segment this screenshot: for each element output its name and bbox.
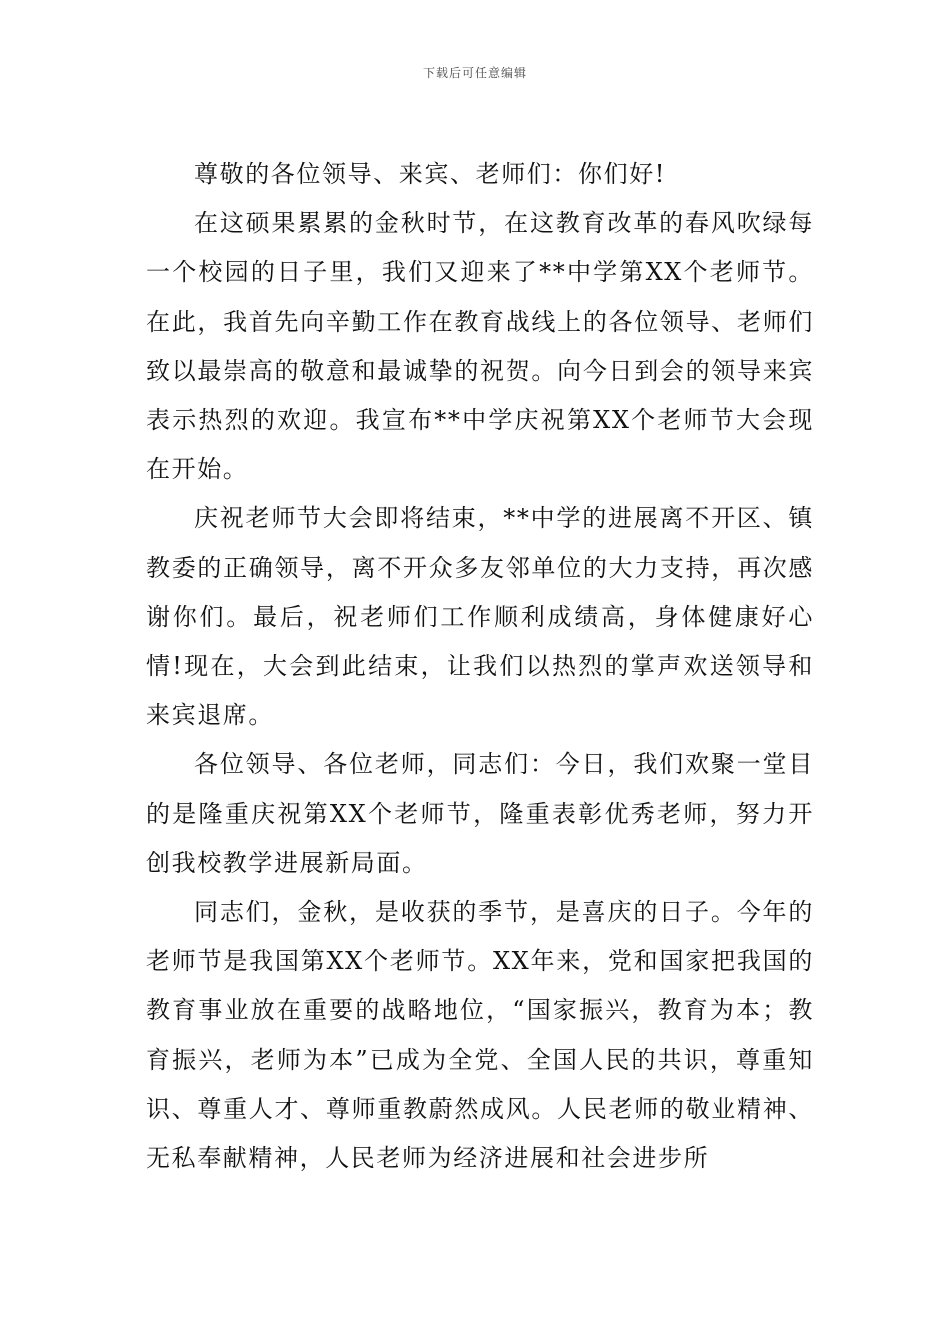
paragraph-address: 各位领导、各位老师，同志们：今日，我们欢聚一堂目的是隆重庆祝第XX个老师节，隆重表彰优秀老师，努力开创我校教学进展新局面。 <box>146 750 814 877</box>
paragraph-opening: 在这硕果累累的金秋时节，在这教育改革的春风吹绿每一个校园的日子里，我们又迎来了**中学第XX个老师节。在此，我首先向辛勤工作在教育战线上的各位领导、老师们致以最崇高的敬意和最诚挚的祝贺。向今日到会的领导来宾表示热烈的欢迎。我宣布**中学庆祝第XX个老师节大会现在开始。 <box>146 209 814 484</box>
header-note: 下载后可任意编辑 <box>422 66 527 80</box>
paragraph-greeting: 尊敬的各位领导、来宾、老师们：你们好! <box>194 160 667 188</box>
document-body <box>146 150 814 1183</box>
paragraph-closing: 庆祝老师节大会即将结束，**中学的进展离不开区、镇教委的正确领导，离不开众多友邻单位的大力支持，再次感谢你们。最后，祝老师们工作顺利成绩高，身体健康好心情!现在，大会到此结束，让我们以热烈的掌声欢送领导和来宾退席。 <box>146 504 814 730</box>
paragraph-season: 同志们，金秋，是收获的季节，是喜庆的日子。今年的老师节是我国第XX个老师节。XX年来，党和国家把我国的教育事业放在重要的战略地位，“国家振兴，教育为本；教育振兴，老师为本”已成为全党、全国人民的共识，尊重知识、尊重人才、尊师重教蔚然成风。人民老师的敬业精神、无私奉献精神，人民老师为经济进展和社会进步所 <box>146 898 814 1173</box>
